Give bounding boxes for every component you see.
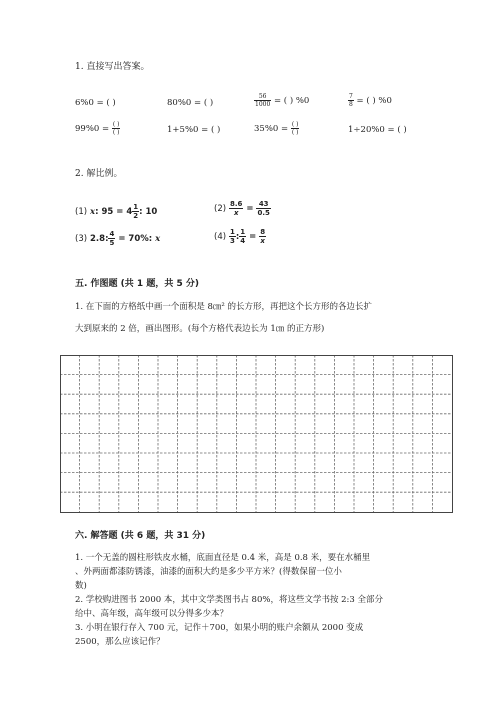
fraction: $\frac{8.6}{x}$ bbox=[230, 200, 243, 217]
q1-3: $\frac{56}{1000}$ = ( ) %0 bbox=[255, 93, 310, 108]
q1-1: 6%0 = ( ) bbox=[75, 98, 116, 108]
fraction: $\frac{( )}{( )}$ bbox=[291, 121, 299, 136]
section6-q1-line2: 、外两面都漆防锈漆，油漆的面积大约是多少平方米？(得数保留一位小 bbox=[75, 567, 342, 577]
fraction: $\frac{1}{4}$ bbox=[240, 228, 246, 245]
section2-heading: 2. 解比例。 bbox=[75, 169, 123, 179]
grid-paper[interactable] bbox=[60, 355, 453, 513]
fraction: $\frac{8}{x}$ bbox=[260, 228, 266, 245]
section6-q2-line2: 给中、高年级，高年级可以分得多少本？ bbox=[75, 609, 229, 619]
section1-heading: 1. 直接写出答案。 bbox=[75, 62, 150, 72]
section5-q1-line1: 1. 在下面的方格纸中画一个面积是 8㎝² 的长方形，再把这个长方形的各边长扩 bbox=[75, 302, 373, 312]
proportion-3: (3) 2.8: $\frac{4}{5}$ = 70%: x bbox=[75, 230, 161, 247]
fraction: $\frac{43}{0.5}$ bbox=[257, 200, 270, 217]
section6-q2-line1: 2. 学校购进图书 2000 本，其中文学类图书占 80%，将这些文学书按 2:3 全部分 bbox=[75, 595, 384, 605]
q1-8: 1÷20%0 = ( ) bbox=[348, 125, 407, 135]
fraction: $\frac{1}{2}$ bbox=[133, 203, 139, 220]
section6-q1-line3: 数) bbox=[75, 581, 87, 591]
q1-4: $\frac{7}{8}$ = ( ) %0 bbox=[349, 93, 392, 108]
proportion-2: (2) $\frac{8.6}{x}$ = $\frac{43}{0.5}$ bbox=[214, 200, 270, 217]
fraction: $\frac{7}{8}$ bbox=[349, 93, 353, 108]
section5-q1-line2: 大到原来的 2 倍，画出图形。(每个方格代表边长为 1㎝ 的正方形) bbox=[75, 324, 325, 334]
section5-title: 五. 作图题 (共 1 题，共 5 分) bbox=[75, 279, 199, 289]
section6-q3-line2: 2500，那么应该记作？ bbox=[75, 637, 165, 647]
proportion-4: (4) $\frac{1}{3}$ : $\frac{1}{4}$ = $\frac{8}{x}$ bbox=[214, 228, 266, 245]
proportion-1: (1) x: 95 = 4 $\frac{1}{2}$ : 10 bbox=[75, 203, 158, 220]
section6-q1-line1: 1. 一个无盖的圆柱形铁皮水桶，底面直径是 0.4 米，高是 0.8 米，要在水桶里 bbox=[75, 553, 371, 563]
section6-title: 六. 解答题 (共 6 题，共 31 分) bbox=[75, 531, 206, 541]
fraction: $\frac{( )}{( )}$ bbox=[112, 121, 120, 136]
fraction: $\frac{56}{1000}$ bbox=[255, 93, 271, 108]
q1-7: 35%0 = $\frac{( )}{( )}$ bbox=[254, 121, 299, 136]
fraction: $\frac{1}{3}$ bbox=[230, 228, 235, 245]
section6-q3-line1: 3. 小明在银行存入 700 元，记作＋700，如果小明的账户余额从 2000 变成 bbox=[75, 623, 364, 633]
q1-6: 1+5%0 = ( ) bbox=[167, 125, 221, 135]
fraction: $\frac{4}{5}$ bbox=[109, 230, 115, 247]
q1-5: 99%0 = $\frac{( )}{( )}$ bbox=[75, 121, 120, 136]
q1-2: 80%0 = ( ) bbox=[167, 98, 214, 108]
